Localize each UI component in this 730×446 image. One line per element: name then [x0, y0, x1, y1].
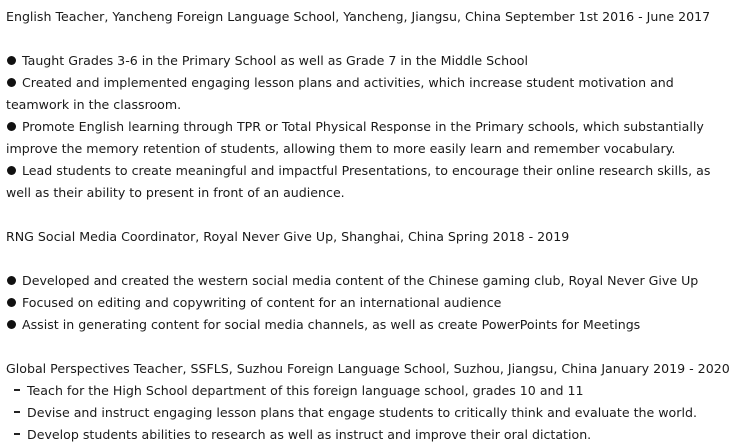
bullet-text: teamwork in the classroom. [6, 97, 182, 112]
dash-item [6, 424, 640, 446]
bullet-text: Develop students abilities to research as well as instruct and improve their oral dictation. [27, 427, 592, 442]
bullet-text: Promote English learning through TPR or Total Physical Response in the Primary schools, which substantially [22, 119, 704, 134]
bullet-dot-icon [7, 122, 16, 131]
bullet-text: Devise and instruct engaging lesson plans that engage students to critically think and evaluate the world. [27, 405, 697, 420]
bullet-dot-icon [7, 56, 16, 65]
bullet-dot-icon [7, 276, 16, 285]
bullet-text: Focused on editing and copywriting of content for an international audience [22, 295, 502, 310]
bullet-item [6, 314, 640, 336]
spacer [6, 336, 640, 358]
dash-item [6, 402, 697, 424]
bullet-item [6, 50, 640, 72]
bullet-continuation [6, 94, 640, 116]
bullet-text: Lead students to create meaningful and impactful Presentations, to encourage their online research skills, as [22, 163, 711, 178]
bullet-text: improve the memory retention of students, allowing them to more easily learn and remember vocabulary. [6, 141, 676, 156]
bullet-item [6, 160, 711, 182]
job-heading-text: RNG Social Media Coordinator, Royal Never Give Up, Shanghai, China Spring 2018 - 2019 [6, 229, 570, 244]
bullet-text: Assist in generating content for social media channels, as well as create PowerPoints for Meetings [22, 317, 641, 332]
bullet-item [6, 72, 674, 94]
job-heading-global-perspectives [6, 358, 730, 380]
bullet-text: Created and implemented engaging lesson plans and activities, which increase student motivation and [22, 75, 674, 90]
bullet-continuation [6, 138, 676, 160]
bullet-text: Teach for the High School department of this foreign language school, grades 10 and 11 [27, 383, 584, 398]
dash-item [6, 380, 640, 402]
bullet-dot-icon [7, 298, 16, 307]
job-heading-text: Global Perspectives Teacher, SSFLS, Suzhou Foreign Language School, Suzhou, Jiangsu, China January 2019 - 2020 [6, 361, 730, 376]
spacer [6, 248, 640, 270]
spacer [6, 204, 640, 226]
job-heading-text: English Teacher, Yancheng Foreign Language School, Yancheng, Jiangsu, China September 1st 2016 - June 2017 [6, 9, 711, 24]
dash-bullet-icon [14, 433, 20, 435]
bullet-dot-icon [7, 166, 16, 175]
bullet-dot-icon [7, 320, 16, 329]
job-heading-rng-social-media [6, 226, 640, 248]
job-heading-english-teacher [6, 6, 711, 28]
spacer [6, 28, 640, 50]
bullet-text: Developed and created the western social media content of the Chinese gaming club, Royal Never Give Up [22, 273, 699, 288]
bullet-text: well as their ability to present in front of an audience. [6, 185, 345, 200]
bullet-item [6, 270, 699, 292]
dash-bullet-icon [14, 411, 20, 413]
bullet-item [6, 292, 640, 314]
bullet-continuation [6, 182, 640, 204]
bullet-dot-icon [7, 78, 16, 87]
bullet-text: Taught Grades 3-6 in the Primary School as well as Grade 7 in the Middle School [22, 53, 528, 68]
dash-bullet-icon [14, 389, 20, 391]
bullet-item [6, 116, 704, 138]
